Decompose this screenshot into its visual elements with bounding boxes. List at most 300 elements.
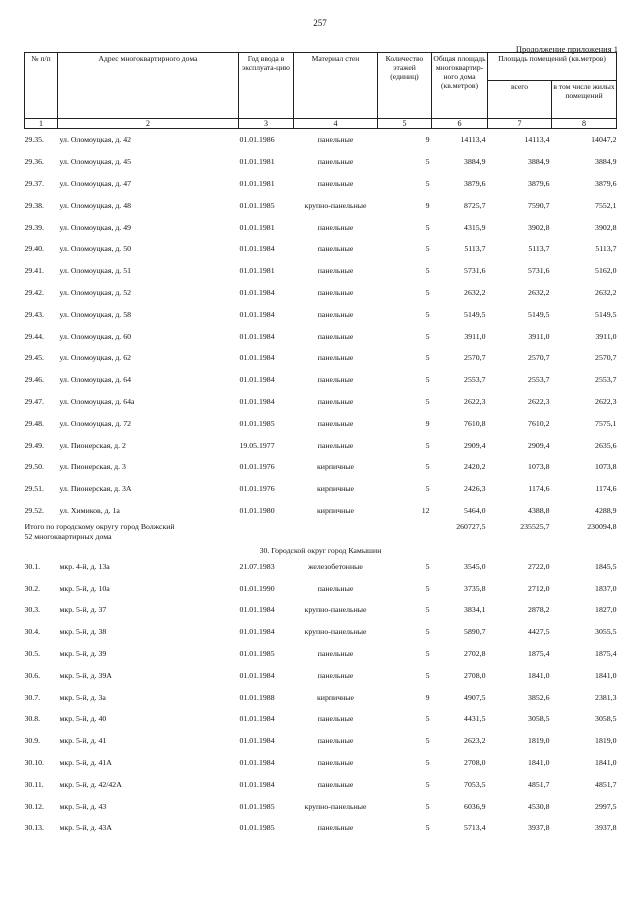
col-number: 7 <box>488 119 552 129</box>
row-address: мкр. 5-й, д. 43 <box>59 801 107 811</box>
row-floors: 5 <box>425 627 430 637</box>
header-premises-all: всего <box>488 81 552 119</box>
row-total-area: 7053,5 <box>464 779 486 789</box>
row-address: ул. Оломоуцкая, д. 47 <box>59 178 132 188</box>
row-floors: 5 <box>425 779 430 789</box>
row-material: панельные <box>317 178 354 188</box>
row-total-area: 5149,5 <box>464 309 486 319</box>
row-address: мкр. 5-й, д. 40 <box>59 714 107 724</box>
row-year: 01.01.1984 <box>239 670 275 680</box>
row-material: панельные <box>317 157 354 167</box>
row-address: мкр. 5-й, д. 41А <box>59 757 112 767</box>
col-number: 4 <box>294 119 378 129</box>
row-living-area: 3055,5 <box>595 627 617 637</box>
row-living-area: 1875,4 <box>595 648 617 658</box>
row-living-area: 3884,9 <box>595 157 617 167</box>
row-premises-area: 3911,0 <box>528 331 550 341</box>
row-year: 01.01.1984 <box>239 714 275 724</box>
row-premises-area: 7590,7 <box>528 200 550 210</box>
row-total-area: 5890,7 <box>464 627 486 637</box>
row-floors: 5 <box>425 375 430 385</box>
row-number: 30.3. <box>24 605 41 615</box>
row-number: 29.52. <box>24 505 44 515</box>
row-living-area: 1841,0 <box>595 670 617 680</box>
row-year: 01.01.1984 <box>239 331 275 341</box>
col-number: 6 <box>432 119 488 129</box>
row-floors: 5 <box>425 714 430 724</box>
row-total-area: 6036,9 <box>464 801 486 811</box>
row-material: панельные <box>317 331 354 341</box>
row-number: 29.46. <box>24 375 44 385</box>
row-premises-area: 2622,3 <box>528 396 550 406</box>
row-material: панельные <box>317 736 354 746</box>
row-year: 01.01.1984 <box>239 309 275 319</box>
row-living-area: 1841,0 <box>595 757 617 767</box>
row-address: ул. Оломоуцкая, д. 50 <box>59 244 132 254</box>
row-floors: 5 <box>425 670 430 680</box>
row-address: мкр. 5-й, д. 41 <box>59 736 107 746</box>
row-living-area: 7575,1 <box>595 418 617 428</box>
row-year: 01.01.1984 <box>239 244 275 254</box>
row-number: 30.12. <box>24 801 44 811</box>
row-premises-area: 5113,7 <box>528 244 550 254</box>
header-address: Адрес многоквартирного дома <box>58 53 239 119</box>
row-living-area: 2381,3 <box>595 692 617 702</box>
row-year: 01.01.1984 <box>239 757 275 767</box>
row-total-area: 3911,0 <box>464 331 486 341</box>
row-total-area: 4431,5 <box>464 714 486 724</box>
table-row <box>25 238 617 260</box>
row-number: 30.13. <box>24 823 44 833</box>
total-living-value: 230094,8 <box>587 522 617 532</box>
table-body-kamyshin <box>25 555 617 838</box>
row-living-area: 2622,3 <box>595 396 617 406</box>
row-floors: 5 <box>425 736 430 746</box>
table-row <box>25 817 617 839</box>
table-row <box>25 456 617 478</box>
row-year: 01.01.1990 <box>239 583 275 593</box>
header-floors: Количество этажей (единиц) <box>378 53 432 119</box>
row-floors: 5 <box>425 331 430 341</box>
row-year: 01.01.1984 <box>239 736 275 746</box>
header-premises: Площадь помещений (кв.метров) <box>488 53 617 81</box>
row-year: 01.01.1984 <box>239 375 275 385</box>
row-material: панельные <box>317 396 354 406</box>
row-address: ул. Пионерская, д. 3 <box>59 462 126 472</box>
row-total-area: 2570,7 <box>464 353 486 363</box>
row-address: ул. Оломоуцкая, д. 60 <box>59 331 132 341</box>
row-living-area: 5162,0 <box>595 266 617 276</box>
row-premises-area: 1841,0 <box>528 757 550 767</box>
col-number: 3 <box>239 119 294 129</box>
row-floors: 5 <box>425 178 430 188</box>
row-total-area: 2909,4 <box>464 440 486 450</box>
row-number: 29.50. <box>24 462 44 472</box>
row-material: панельные <box>317 287 354 297</box>
row-living-area: 3902,8 <box>595 222 617 232</box>
row-material: панельные <box>317 418 354 428</box>
header-num: № п/п <box>25 53 58 119</box>
row-floors: 9 <box>425 135 430 145</box>
row-total-area: 5713,4 <box>464 823 486 833</box>
section-header-row <box>25 545 617 555</box>
row-material: панельные <box>317 648 354 658</box>
row-address: мкр. 5-й, д. 39 <box>59 648 107 658</box>
row-total-area: 3884,9 <box>464 157 486 167</box>
row-number: 30.4. <box>24 627 41 637</box>
row-material: крупно-панельные <box>304 801 367 811</box>
row-total-area: 14113,4 <box>460 135 486 145</box>
row-number: 30.5. <box>24 648 41 658</box>
total-area-value: 260727,5 <box>456 522 486 532</box>
row-floors: 5 <box>425 648 430 658</box>
row-total-area: 2420,2 <box>464 462 486 472</box>
row-living-area: 2553,7 <box>595 375 617 385</box>
row-number: 29.42. <box>24 287 44 297</box>
header-premises-living: в том числе жилых помещений <box>552 81 617 119</box>
table-row <box>25 282 617 304</box>
total-label-line1: Итого по городскому округу город Волжский <box>24 522 175 532</box>
row-address: ул. Оломоуцкая, д. 49 <box>59 222 132 232</box>
table-row <box>25 664 617 686</box>
row-number: 29.51. <box>24 484 44 494</box>
table-row <box>25 391 617 413</box>
row-floors: 5 <box>425 484 430 494</box>
row-number: 29.43. <box>24 309 44 319</box>
row-number: 29.37. <box>24 178 44 188</box>
row-number: 30.8. <box>24 714 41 724</box>
row-premises-area: 2632,2 <box>528 287 550 297</box>
row-year: 01.01.1976 <box>239 462 275 472</box>
row-year: 01.01.1984 <box>239 353 275 363</box>
header-total-area: Общая площадь многоквартир-ного дома (кв.метров) <box>432 53 488 119</box>
row-premises-area: 3902,8 <box>528 222 550 232</box>
row-living-area: 1073,8 <box>595 462 617 472</box>
row-floors: 5 <box>425 801 430 811</box>
row-floors: 12 <box>421 505 430 515</box>
row-floors: 5 <box>425 222 430 232</box>
table-row <box>25 347 617 369</box>
row-number: 29.35. <box>24 135 44 145</box>
row-total-area: 2708,0 <box>464 670 486 680</box>
row-total-area: 4315,9 <box>464 222 486 232</box>
row-total-area: 8725,7 <box>464 200 486 210</box>
table-row <box>25 303 617 325</box>
row-material: панельные <box>317 714 354 724</box>
row-living-area: 4288,9 <box>595 505 617 515</box>
row-premises-area: 14113,4 <box>524 135 550 145</box>
row-premises-area: 3937,8 <box>528 823 550 833</box>
row-material: панельные <box>317 375 354 385</box>
row-premises-area: 3058,5 <box>528 714 550 724</box>
row-living-area: 5149,5 <box>595 309 617 319</box>
row-premises-area: 5731,6 <box>528 266 550 276</box>
row-material: крупно-панельные <box>304 627 367 637</box>
row-living-area: 5113,7 <box>595 244 617 254</box>
row-year: 01.01.1981 <box>239 178 275 188</box>
row-premises-area: 1841,0 <box>528 670 550 680</box>
row-floors: 9 <box>425 200 430 210</box>
row-living-area: 1827,0 <box>595 605 617 615</box>
row-year: 19.05.1977 <box>239 440 275 450</box>
row-material: панельные <box>317 353 354 363</box>
row-living-area: 14047,2 <box>591 135 617 145</box>
row-number: 29.36. <box>24 157 44 167</box>
total-label-line2: 52 многоквартирных дома <box>24 531 112 541</box>
row-number: 30.10. <box>24 757 44 767</box>
row-total-area: 3879,6 <box>464 178 486 188</box>
row-floors: 5 <box>425 244 430 254</box>
table-row <box>25 708 617 730</box>
row-year: 01.01.1981 <box>239 266 275 276</box>
column-numbers-row <box>25 119 617 129</box>
row-number: 29.38. <box>24 200 44 210</box>
row-living-area: 1845,5 <box>595 561 617 571</box>
table-row <box>25 730 617 752</box>
row-floors: 5 <box>425 440 430 450</box>
row-year: 01.01.1984 <box>239 779 275 789</box>
row-address: ул. Оломоуцкая, д. 45 <box>59 157 132 167</box>
row-number: 30.9. <box>24 736 41 746</box>
row-material: панельные <box>317 440 354 450</box>
row-address: ул. Оломоуцкая, д. 48 <box>59 200 132 210</box>
header-material: Материал стен <box>294 53 378 119</box>
row-floors: 5 <box>425 823 430 833</box>
row-living-area: 1819,0 <box>595 736 617 746</box>
table-row <box>25 500 617 522</box>
row-total-area: 2708,0 <box>464 757 486 767</box>
row-total-area: 2426,3 <box>464 484 486 494</box>
row-premises-area: 4851,7 <box>528 779 550 789</box>
row-address: ул. Оломоуцкая, д. 42 <box>59 135 132 145</box>
table-total-section <box>25 521 617 555</box>
table-row <box>25 621 617 643</box>
row-year: 01.01.1985 <box>239 648 275 658</box>
row-address: ул. Пионерская, д. 2 <box>59 440 126 450</box>
row-total-area: 3834,1 <box>464 605 486 615</box>
housing-table <box>24 52 617 839</box>
row-material: панельные <box>317 309 354 319</box>
row-floors: 9 <box>425 418 430 428</box>
row-year: 01.01.1985 <box>239 418 275 428</box>
row-total-area: 4907,5 <box>464 692 486 702</box>
table-body-volzhsky <box>25 129 617 522</box>
row-address: ул. Оломоуцкая, д. 51 <box>59 266 132 276</box>
row-address: ул. Оломоуцкая, д. 64 <box>59 375 132 385</box>
row-material: кирпичные <box>317 692 354 702</box>
row-material: панельные <box>317 222 354 232</box>
table-row <box>25 129 617 151</box>
row-material: панельные <box>317 757 354 767</box>
col-number: 5 <box>378 119 432 129</box>
row-address: мкр. 5-й, д. 37 <box>59 605 107 615</box>
row-premises-area: 1819,0 <box>528 736 550 746</box>
row-year: 01.01.1984 <box>239 605 275 615</box>
table-row <box>25 194 617 216</box>
row-address: мкр. 5-й, д. 38 <box>59 627 107 637</box>
row-living-area: 3911,0 <box>595 331 617 341</box>
row-number: 29.40. <box>24 244 44 254</box>
row-number: 30.11. <box>24 779 44 789</box>
row-year: 01.01.1976 <box>239 484 275 494</box>
row-premises-area: 4427,5 <box>528 627 550 637</box>
row-living-area: 4851,7 <box>595 779 617 789</box>
row-premises-area: 3879,6 <box>528 178 550 188</box>
row-floors: 5 <box>425 353 430 363</box>
table-row <box>25 752 617 774</box>
table-row <box>25 686 617 708</box>
row-living-area: 2632,2 <box>595 287 617 297</box>
row-floors: 5 <box>425 266 430 276</box>
row-number: 29.49. <box>24 440 44 450</box>
row-total-area: 2702,8 <box>464 648 486 658</box>
row-material: железобетонные <box>308 561 363 571</box>
row-floors: 5 <box>425 309 430 319</box>
col-number: 1 <box>25 119 58 129</box>
table-row <box>25 434 617 456</box>
row-premises-area: 3852,6 <box>528 692 550 702</box>
row-number: 29.39. <box>24 222 44 232</box>
row-address: ул. Оломоуцкая, д. 52 <box>59 287 132 297</box>
row-material: кирпичные <box>317 484 354 494</box>
row-premises-area: 2553,7 <box>528 375 550 385</box>
row-number: 30.1. <box>24 561 41 571</box>
row-number: 29.41. <box>24 266 44 276</box>
row-address: ул. Оломоуцкая, д. 64а <box>59 396 135 406</box>
row-living-area: 2635,6 <box>595 440 617 450</box>
row-total-area: 7610,8 <box>464 418 486 428</box>
table-row <box>25 599 617 621</box>
row-total-area: 2622,3 <box>464 396 486 406</box>
table-row <box>25 795 617 817</box>
row-number: 29.44. <box>24 331 44 341</box>
row-premises-area: 1875,4 <box>528 648 550 658</box>
row-living-area: 2570,7 <box>595 353 617 363</box>
row-number: 29.48. <box>24 418 44 428</box>
row-premises-area: 1174,6 <box>528 484 550 494</box>
row-number: 30.6. <box>24 670 41 680</box>
continuation-note: Продолжение приложения 1 <box>515 44 618 54</box>
table-row <box>25 151 617 173</box>
row-living-area: 3879,6 <box>595 178 617 188</box>
row-year: 01.01.1981 <box>239 222 275 232</box>
row-premises-area: 1073,8 <box>528 462 550 472</box>
col-number: 2 <box>58 119 239 129</box>
row-premises-area: 2722,0 <box>528 561 550 571</box>
row-material: крупно-панельные <box>304 200 367 210</box>
section-title: 30. Городской округ город Камышин <box>259 545 382 555</box>
row-living-area: 7552,1 <box>595 200 617 210</box>
table-row <box>25 369 617 391</box>
row-premises-area: 7610,2 <box>528 418 550 428</box>
row-number: 29.47. <box>24 396 44 406</box>
table-row <box>25 478 617 500</box>
row-total-area: 5113,7 <box>464 244 486 254</box>
table-row <box>25 577 617 599</box>
row-premises-area: 2712,0 <box>528 583 550 593</box>
table-row <box>25 260 617 282</box>
row-premises-area: 2570,7 <box>528 353 550 363</box>
table-row <box>25 325 617 347</box>
row-floors: 5 <box>425 287 430 297</box>
row-year: 01.01.1984 <box>239 287 275 297</box>
total-premises-value: 235525,7 <box>520 522 550 532</box>
row-premises-area: 4530,8 <box>528 801 550 811</box>
col-number: 8 <box>552 119 617 129</box>
table-row <box>25 412 617 434</box>
row-material: кирпичные <box>317 505 354 515</box>
row-address: мкр. 5-й, д. 10а <box>59 583 110 593</box>
row-floors: 5 <box>425 605 430 615</box>
row-total-area: 3545,0 <box>464 561 486 571</box>
row-number: 29.45. <box>24 353 44 363</box>
total-row <box>25 521 617 545</box>
row-year: 01.01.1985 <box>239 823 275 833</box>
row-total-area: 5464,0 <box>464 505 486 515</box>
table-row <box>25 555 617 577</box>
row-address: ул. Оломоуцкая, д. 72 <box>59 418 132 428</box>
row-year: 01.01.1980 <box>239 505 275 515</box>
row-address: мкр. 5-й, д. 42/42А <box>59 779 122 789</box>
row-living-area: 1837,0 <box>595 583 617 593</box>
row-year: 01.01.1984 <box>239 396 275 406</box>
row-material: панельные <box>317 583 354 593</box>
table-row <box>25 773 617 795</box>
row-year: 21.07.1983 <box>239 561 275 571</box>
table-row <box>25 643 617 665</box>
row-material: панельные <box>317 779 354 789</box>
row-living-area: 2997,5 <box>595 801 617 811</box>
row-floors: 5 <box>425 757 430 767</box>
row-material: панельные <box>317 823 354 833</box>
row-premises-area: 3884,9 <box>528 157 550 167</box>
row-material: крупно-панельные <box>304 605 367 615</box>
row-number: 30.7. <box>24 692 41 702</box>
row-address: мкр. 5-й, д. 3а <box>59 692 106 702</box>
row-year: 01.01.1986 <box>239 135 275 145</box>
row-premises-area: 2878,2 <box>528 605 550 615</box>
row-living-area: 3058,5 <box>595 714 617 724</box>
row-address: мкр. 4-й, д. 13а <box>59 561 110 571</box>
row-year: 01.01.1981 <box>239 157 275 167</box>
row-floors: 5 <box>425 396 430 406</box>
row-total-area: 5731,6 <box>464 266 486 276</box>
row-premises-area: 2909,4 <box>528 440 550 450</box>
page-number: 257 <box>313 18 327 28</box>
row-address: мкр. 5-й, д. 43А <box>59 823 112 833</box>
row-material: панельные <box>317 670 354 680</box>
row-material: панельные <box>317 266 354 276</box>
row-year: 01.01.1988 <box>239 692 275 702</box>
row-premises-area: 5149,5 <box>528 309 550 319</box>
total-label <box>25 521 432 545</box>
table-row <box>25 216 617 238</box>
row-total-area: 2553,7 <box>464 375 486 385</box>
row-total-area: 2623,2 <box>464 736 486 746</box>
row-floors: 5 <box>425 157 430 167</box>
row-address: ул. Оломоуцкая, д. 62 <box>59 353 132 363</box>
row-living-area: 3937,8 <box>595 823 617 833</box>
row-material: кирпичные <box>317 462 354 472</box>
row-year: 01.01.1985 <box>239 801 275 811</box>
row-address: мкр. 5-й, д. 39А <box>59 670 112 680</box>
row-floors: 5 <box>425 462 430 472</box>
row-address: ул. Оломоуцкая, д. 58 <box>59 309 132 319</box>
table-header <box>25 53 617 129</box>
row-premises-area: 4388,8 <box>528 505 550 515</box>
row-living-area: 1174,6 <box>595 484 617 494</box>
row-address: ул. Химиков, д. 1а <box>59 505 120 515</box>
